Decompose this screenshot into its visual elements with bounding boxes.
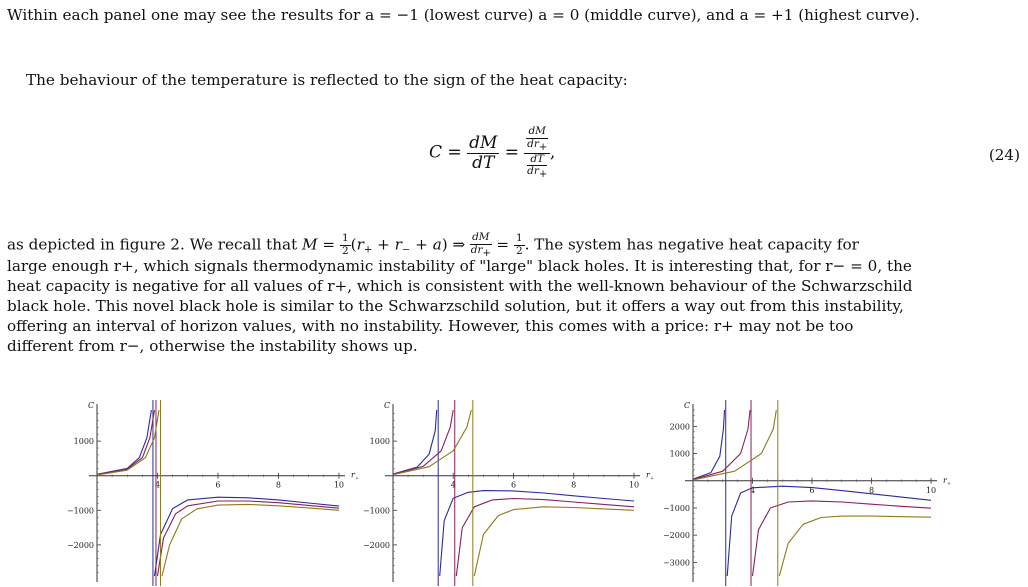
y-axis-label: C	[87, 401, 95, 410]
paragraph-line-4	[7, 296, 904, 316]
y-tick-label: 1000	[369, 437, 390, 447]
paragraph-line-5	[7, 316, 853, 336]
paragraph-text: different from r−, otherwise the instability shows up.	[7, 337, 418, 355]
x-tick-label: 4	[450, 480, 456, 490]
x-axis-label: $r_+$	[646, 470, 655, 482]
paragraph-line-1: as depicted in figure 2. We recall that M = $\frac{1}{2}$ $(r_+ + r_- + a)$ ⇒ $\frac{dM}{dr+}$ = $\frac{1}{2}$ . The system has negative heat capacity for	[7, 231, 859, 259]
y-tick-label: −1000	[66, 506, 94, 516]
paragraph-line-2	[7, 256, 912, 276]
y-tick-label: −2000	[362, 540, 390, 550]
x-tick-label: 6	[510, 480, 517, 490]
x-tick-label: 8	[275, 480, 282, 490]
x-tick-label: 4	[154, 480, 161, 490]
series-curve-left-branch	[693, 410, 776, 480]
heat-capacity-chart-1	[66, 398, 360, 583]
equation-body: C = $\frac{dM}{dT}$ = $\frac{\frac{dM}{dr+}}{\frac{dT}{dr+}}$ ,	[429, 125, 556, 181]
series-curve-right-branch	[440, 491, 634, 576]
intro-text: The behaviour of the temperature is reflected to the sign of the heat capacity:	[26, 71, 628, 89]
series-curve-left-branch	[97, 410, 155, 475]
y-tick-label: −3000	[662, 558, 690, 568]
series-curve-right-branch	[158, 501, 340, 576]
heat-capacity-chart-2	[362, 398, 655, 583]
y-tick-label: −1000	[662, 503, 690, 513]
heat-capacity-panel-2	[362, 398, 655, 587]
y-axis-label: C	[683, 401, 691, 410]
paragraph-text: heat capacity is negative for all values of r+, which is consistent with the well-known behaviour of the Schwarzschild	[7, 277, 913, 295]
y-tick-label: −2000	[66, 540, 94, 550]
equation-number: (24)	[988, 146, 1020, 164]
heat-capacity-panel-1	[66, 398, 360, 587]
paragraph-line-3	[7, 276, 912, 296]
heat-capacity-panel-3	[662, 398, 960, 587]
paragraph-text: offering an interval of horizon values, with no instability. However, this comes with a price: r+ may not be too	[7, 317, 854, 335]
series-curve-left-branch	[393, 410, 453, 474]
y-tick-label: 1000	[73, 437, 94, 447]
x-tick-label: 8	[571, 480, 577, 490]
y-tick-label: 1000	[669, 449, 690, 459]
caption-line	[7, 5, 920, 25]
x-tick-label: 10	[333, 480, 345, 490]
series-curve-right-branch	[474, 507, 634, 576]
heat-capacity-chart-3	[662, 398, 960, 583]
paragraph-line-6	[7, 336, 418, 356]
series-curve-right-branch	[779, 516, 931, 576]
x-tick-label: 6	[809, 485, 815, 495]
x-axis-label: $r_+$	[943, 475, 952, 487]
y-tick-label: −1000	[362, 506, 390, 516]
y-axis-label: C	[383, 401, 391, 410]
paragraph-text: large enough r+, which signals thermodynamic instability of "large" black holes. It is interesting that, for r− = 0, the	[7, 257, 912, 275]
equation-24	[0, 122, 1028, 192]
series-curve-right-branch	[162, 504, 339, 576]
series-curve-left-branch	[693, 410, 725, 479]
intro-line	[26, 70, 628, 90]
x-tick-label: 4	[749, 485, 756, 495]
x-tick-label: 8	[868, 485, 875, 495]
paragraph-text: as depicted in figure 2. We recall that	[7, 235, 303, 254]
y-tick-label: −2000	[662, 531, 690, 541]
paragraph-text: . The system has negative heat capacity for	[524, 235, 859, 254]
series-curve-left-branch	[97, 410, 151, 474]
paragraph-text: black hole. This novel black hole is similar to the Schwarzschild solution, but it offers a way out from this instability,	[7, 297, 904, 315]
caption-text: Within each panel one may see the results for a = −1 (lowest curve) a = 0 (middle curve), and a = +1 (highest curve).	[7, 6, 920, 24]
x-tick-label: 10	[628, 480, 640, 490]
series-curve-right-branch	[753, 501, 932, 576]
series-curve-left-branch	[393, 410, 437, 474]
y-tick-label: 2000	[669, 422, 690, 432]
x-axis-label: $r_+$	[351, 470, 360, 482]
x-tick-label: 6	[215, 480, 221, 490]
x-tick-label: 10	[925, 485, 937, 495]
